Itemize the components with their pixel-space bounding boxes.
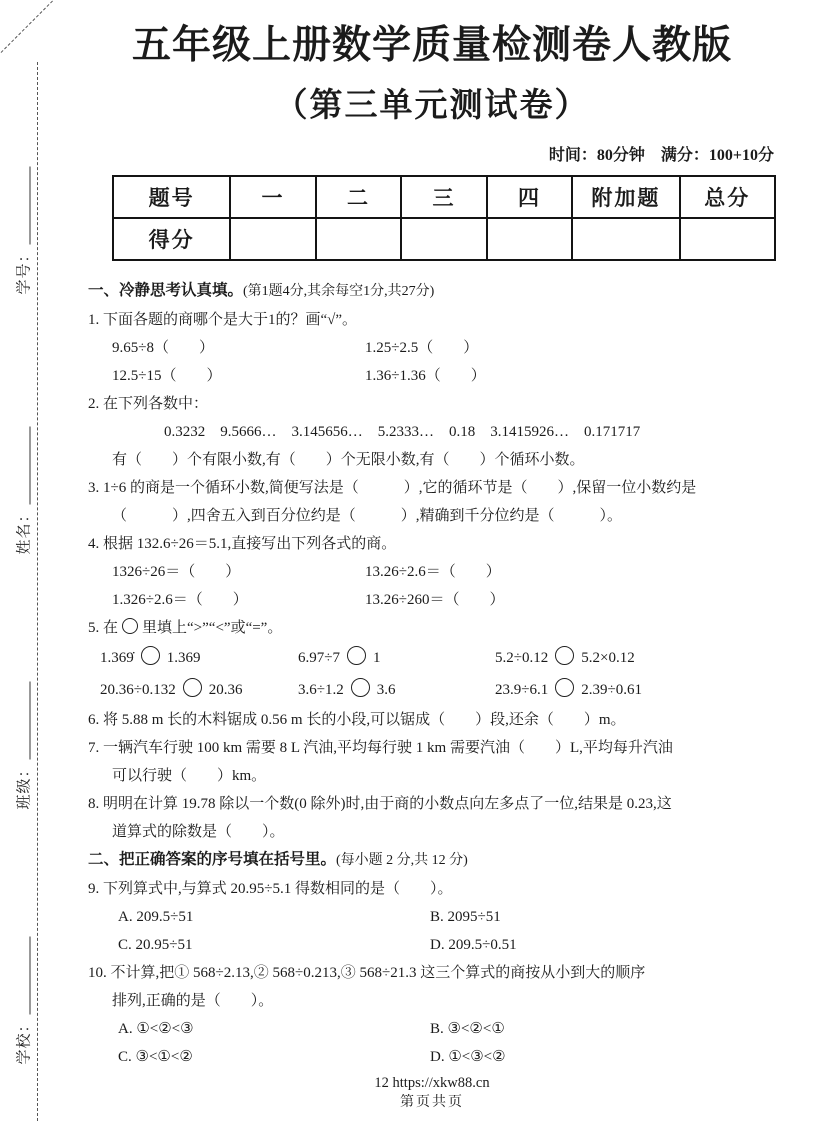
compare-circle-icon xyxy=(122,618,138,634)
q1-stem: 1. 下面各题的商哪个是大于1的？画“√”。 xyxy=(88,311,358,328)
q9-options-row2 xyxy=(88,931,776,959)
q1-item-a: 9.65÷8（ ） xyxy=(112,339,214,356)
student-number-label: 学号： xyxy=(16,246,33,295)
section1-heading-note: (第1题4分,其余每空1分,共27分) xyxy=(243,283,435,299)
class-label: 班级： xyxy=(16,761,33,810)
score-table-header-three: 三 xyxy=(401,176,487,218)
q5-item-4-left: 20.36÷0.132 xyxy=(100,681,176,698)
q5-item-5-right: 3.6 xyxy=(376,681,396,698)
compare-circle-icon xyxy=(141,646,160,665)
q5-item-2-left: 6.97÷7 xyxy=(298,649,340,666)
q1-item-c: 12.5÷15（ ） xyxy=(112,367,222,384)
footer-url: https://xkw88.cn xyxy=(392,1075,490,1091)
q9-stem: 9. 下列算式中,与算式 20.95÷5.1 得数相同的是（ ）。 xyxy=(88,880,453,897)
q1-row2 xyxy=(88,362,776,390)
q3-line2: （ ）,四舍五入到百分位约是（ ）,精确到千分位约是（ ）。 xyxy=(112,507,623,524)
q9-option-a: A. 209.5÷51 xyxy=(118,908,194,925)
q4-row1 xyxy=(88,558,776,586)
q4-item-a: 1326÷26＝（ ） xyxy=(112,563,241,580)
q7-line1: 7. 一辆汽车行驶 100 km 需要 8 L 汽油,平均每行驶 1 km 需要汽油（ ）L,平均每升汽油 xyxy=(88,739,673,756)
q9-option-b: B. 2095÷51 xyxy=(430,908,501,925)
q5-item-3 xyxy=(495,642,776,674)
q5-item-6-left: 23.9÷6.1 xyxy=(495,681,549,698)
name-label: 姓名： xyxy=(16,506,33,555)
q5-item-5 xyxy=(298,674,495,706)
score-blank-cell-four xyxy=(487,218,573,260)
score-table-header-four: 四 xyxy=(487,176,573,218)
score-table-header-one: 一 xyxy=(230,176,316,218)
score-blank-cell-two xyxy=(316,218,402,260)
section1-heading-text: 一、冷静思考认真填。 xyxy=(88,281,244,299)
student-number-write-line xyxy=(30,167,31,245)
q2-number-list: 0.3232 9.5666… 3.145656… 5.2333… 0.18 3.1415926… 0.171717 xyxy=(164,423,641,440)
score-blank-cell-bonus xyxy=(572,218,679,260)
q10-option-b: B. ③<②<① xyxy=(430,1020,505,1037)
footer-line1 xyxy=(88,1073,776,1093)
q2-stem: 2. 在下列各数中： xyxy=(88,395,209,412)
page-title: 五年级上册数学质量检测卷人教版 xyxy=(131,24,732,67)
q4-stem: 4. 根据 132.6÷26＝5.1,直接写出下列各式的商。 xyxy=(88,535,397,552)
page-footer xyxy=(88,1073,776,1113)
q5-row1 xyxy=(88,642,776,674)
exam-time-score-meta: 时间：80分钟 满分：100+10分 xyxy=(548,146,774,164)
q7-line2: 可以行驶（ ）km。 xyxy=(112,767,267,784)
q5-item-4 xyxy=(100,674,298,706)
margin-label-student-number xyxy=(13,146,34,316)
margin-label-school xyxy=(13,916,34,1086)
q3-line1: 3. 1÷6 的商是一个循环小数,简便写法是（ ）,它的循环节是（ ）,保留一位小数约是 xyxy=(88,479,697,496)
q5-row2 xyxy=(88,674,776,706)
q4-item-b: 13.26÷2.6＝（ ） xyxy=(365,563,501,580)
score-table xyxy=(112,175,776,261)
section2-heading-text: 二、把正确答案的序号填在括号里。 xyxy=(88,850,337,868)
name-write-line xyxy=(30,427,31,505)
q5-item-3-right: 5.2×0.12 xyxy=(581,649,635,666)
compare-circle-icon xyxy=(183,678,202,697)
q10-line1: 10. 不计算,把① 568÷2.13,② 568÷0.213,③ 568÷21.3 这三个算式的商按从小到大的顺序 xyxy=(88,964,646,981)
paper-body xyxy=(88,277,776,1071)
q5-item-1-left: 1.369̇ xyxy=(100,649,134,666)
q9-option-c: C. 20.95÷51 xyxy=(118,936,193,953)
score-table-header-row xyxy=(113,176,775,218)
score-table-header-total: 总分 xyxy=(680,176,775,218)
footer-page-label: 第页共页 xyxy=(400,1095,464,1110)
q5-stem-pre: 5. 在 xyxy=(88,619,119,636)
q10-options-row1 xyxy=(88,1015,776,1043)
q1-row1 xyxy=(88,334,776,362)
page-subtitle: （第三单元测试卷） xyxy=(274,87,590,124)
q4-item-c: 1.326÷2.6＝（ ） xyxy=(112,591,248,608)
compare-circle-icon xyxy=(555,646,574,665)
q5-stem xyxy=(88,614,776,642)
score-table-score-row xyxy=(113,218,775,260)
q5-item-2 xyxy=(298,642,495,674)
q5-item-6-right: 2.39÷0.61 xyxy=(581,681,642,698)
q10-line2: 排列,正确的是（ ）。 xyxy=(112,992,274,1009)
q1-item-d: 1.36÷1.36（ ） xyxy=(365,367,486,384)
compare-circle-icon xyxy=(347,646,366,665)
q8-line2: 道算式的除数是（ ）。 xyxy=(112,823,285,840)
score-blank-cell-one xyxy=(230,218,316,260)
q10-option-a: A. ①<②<③ xyxy=(118,1020,194,1037)
q5-item-1-right: 1.369 xyxy=(166,649,201,666)
school-write-line xyxy=(30,937,31,1015)
compare-circle-icon xyxy=(555,678,574,697)
q9-option-d: D. 209.5÷0.51 xyxy=(430,936,517,953)
q10-options-row2 xyxy=(88,1043,776,1071)
q2-blanks: 有（ ）个有限小数,有（ ）个无限小数,有（ ）个循环小数。 xyxy=(112,451,585,468)
school-label: 学校： xyxy=(16,1016,33,1065)
q1-item-b: 1.25÷2.5（ ） xyxy=(365,339,479,356)
q5-item-2-right: 1 xyxy=(372,649,381,666)
compare-circle-icon xyxy=(351,678,370,697)
class-write-line xyxy=(30,682,31,760)
section2-heading xyxy=(88,846,776,875)
q10-option-d: D. ①<③<② xyxy=(430,1048,506,1065)
q5-item-5-left: 3.6÷1.2 xyxy=(298,681,344,698)
section1-heading xyxy=(88,277,776,306)
margin-cut-dashed-line xyxy=(37,62,38,1121)
q5-item-1 xyxy=(100,642,298,674)
section2-heading-note: (每小题 2 分,共 12 分) xyxy=(336,852,468,868)
q4-item-d: 13.26÷260＝（ ） xyxy=(365,591,505,608)
score-table-header-two: 二 xyxy=(316,176,402,218)
q8-line1: 8. 明明在计算 19.78 除以一个数(0 除外)时,由于商的小数点向左多点了一位,结果是 0.23,这 xyxy=(88,795,672,812)
score-table-header-tihao: 题号 xyxy=(113,176,230,218)
q4-row2 xyxy=(88,586,776,614)
score-blank-cell-three xyxy=(401,218,487,260)
q10-option-c: C. ③<①<② xyxy=(118,1048,193,1065)
score-blank-cell-total xyxy=(680,218,775,260)
q5-item-6 xyxy=(495,674,776,706)
score-table-defen-label: 得分 xyxy=(113,218,230,260)
margin-label-name xyxy=(13,406,34,576)
margin-label-class xyxy=(13,661,34,831)
corner-cut-dashed-line xyxy=(0,1,53,57)
q5-item-3-left: 5.2÷0.12 xyxy=(495,649,549,666)
q5-item-4-right: 20.36 xyxy=(208,681,243,698)
q6-stem: 6. 将 5.88 m 长的木料锯成 0.56 m 长的小段,可以锯成（ ）段,还余（ ）m。 xyxy=(88,711,626,728)
score-table-header-bonus: 附加题 xyxy=(572,176,679,218)
paper-content xyxy=(88,24,776,1071)
q5-stem-post: 里填上“>”“<”或“=”。 xyxy=(142,619,283,636)
footer-page-number: 12 xyxy=(374,1075,389,1091)
q9-options-row1 xyxy=(88,903,776,931)
